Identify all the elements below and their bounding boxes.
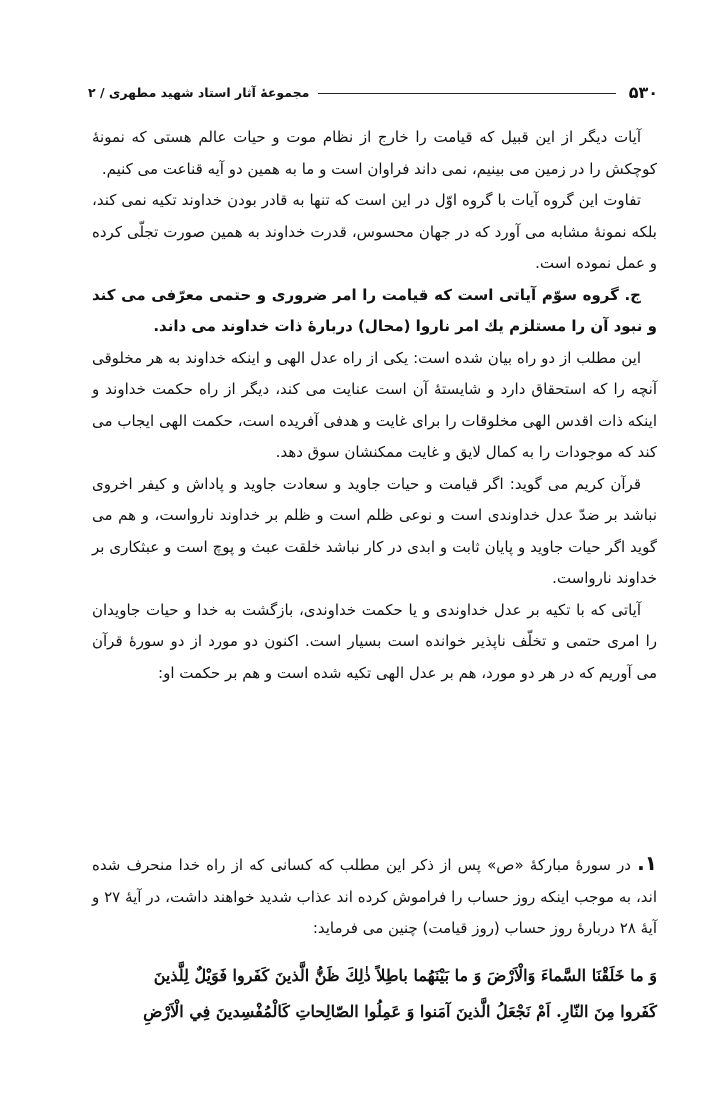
header-rule <box>318 93 616 94</box>
section-number: ۱. <box>637 851 657 875</box>
paragraph: تفاوت این گروه آیات با گروه اوّل در این است که تنها به قادر بودن خداوند تکیه نمی کند، بلکه نمونهٔ مشابه می آورد که در جهان محسوس، قدرت خداوند به همین صورت تجلّی کرده و عمل نموده است. <box>92 191 657 272</box>
body-text <box>92 122 657 689</box>
paragraph: این مطلب از دو راه بیان شده است: یکی از راه عدل الهی و اینکه خداوند به هر مخلوقی آنچه را که استحقاق دارد و شایستهٔ آن است عنایت می کند، دیگر از راه حکمت خداوند و اینکه ذات اقدس الهی مخلوقات را برای غایت و هدفی آفریده است، حکمت الهی ایجاب می کند که موجودات را به کمال لایق و غایت ممکنشان سوق دهد. <box>92 348 657 461</box>
section-text: در سورهٔ مبارکهٔ «ص» پس از ذکر این مطلب که کسانی که از راه خدا منحرف شده اند، به موجب اینکه روز حساب را فراموش کرده اند عذاب شدید خواهند داشت، در آیهٔ ۲۷ و آیهٔ ۲۸ دربارهٔ روز حساب (روز قیامت) چنین می فرماید: <box>92 856 657 937</box>
paragraph: ج. گروه سوّم آیاتی است که قیامت را امر ضروری و حتمی معرّفی می کند و نبود آن را مستلزم یك امر ناروا (محال) دربارهٔ ذات خداوند می داند. <box>92 285 657 335</box>
paragraph: آیاتی که با تکیه بر عدل خداوندی و یا حکمت خداوندی، بازگشت به خدا و حیات جاویدان را امری حتمی و تخلّف ناپذیر خوانده است بسیار است. اکنون دو مورد از دو سورهٔ قرآن می آوریم که در هر دو مورد، هم بر عدل الهی تکیه شده است و هم بر حکمت او: <box>92 600 657 682</box>
page-header <box>88 82 658 106</box>
numbered-section <box>92 848 657 945</box>
paragraph: قرآن کریم می گوید: اگر قیامت و حیات جاوید و سعادت جاوید و پاداش و کیفر اخروی نباشد بر ضدّ عدل خداوندی است و نوعی ظلم است و ظلم بر خداوند نارواست، و هم می گوید اگر حیات جاوید و پایان ثابت و ابدی در کار نباشد خلقت عبث و پوچ است و عبثکاری بر خداوند نارواست. <box>92 474 657 587</box>
quran-verse <box>92 958 657 1030</box>
numbered-paragraph <box>92 848 657 945</box>
quran-line: وَ ما خَلَقْنَا السَّماءَ وَالْاَرْضَ وَ ما بَيْنَهُما باطِلاً ذٰلِكَ ظَنُّ الَّذينَ كَفَروا فَوَيْلٌ لِلَّذينَ <box>153 966 657 985</box>
running-title: مجموعهٔ آثار استاد شهید مطهری / ۲ <box>88 85 310 100</box>
page-number: ۵۳۰ <box>628 83 658 102</box>
paragraph: آیات دیگر از این قبیل که قیامت را خارج از نظام موت و حیات عالم هستی که نمونهٔ کوچکش را در زمین می بینیم، نمی داند فراوان است و ما به همین دو آیه قناعت می کنیم. <box>92 128 657 178</box>
quran-line: كَفَروا مِنَ النّارِ. اَمْ نَجْعَلُ الَّذينَ آمَنوا وَ عَمِلُوا الصّالِحاتِ كَالْمُفْسِدينَ فِي الْاَرْضِ <box>143 1002 657 1021</box>
